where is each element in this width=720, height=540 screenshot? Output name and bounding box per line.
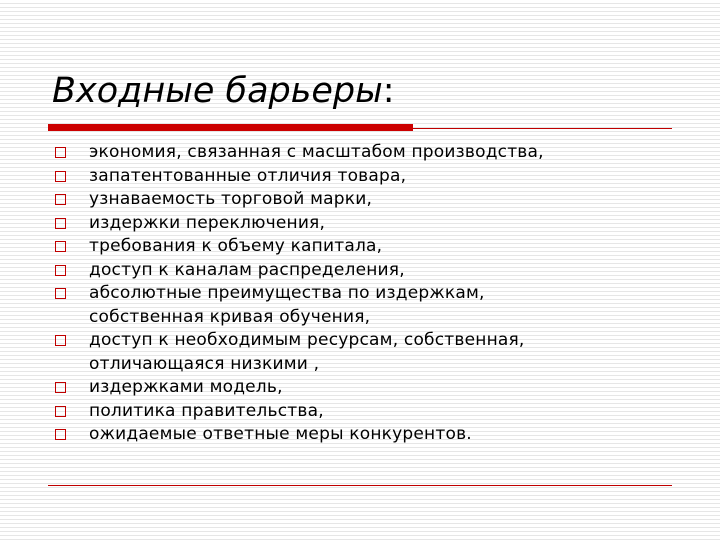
hollow-square-icon [55, 288, 66, 299]
list-item [52, 141, 692, 165]
list-item [52, 400, 692, 424]
list-item [52, 212, 692, 236]
list-item [52, 282, 692, 329]
barrier-list [52, 141, 692, 447]
hollow-square-icon [55, 429, 66, 440]
slide-title-text: Входные барьеры [52, 71, 383, 111]
list-item [52, 259, 692, 283]
slide-title-colon: : [382, 71, 395, 111]
hollow-square-icon [55, 265, 66, 276]
list-item-text: экономия, связанная с масштабом производства, [89, 142, 544, 162]
hollow-square-icon [55, 218, 66, 229]
list-item-text: узнаваемость торговой марки, [89, 189, 373, 209]
hollow-square-icon [55, 171, 66, 182]
list-item-text: запатентованные отличия товара, [89, 165, 407, 186]
list-item [52, 376, 692, 400]
slide-title [52, 72, 395, 111]
list-item-text: абсолютные преимущества по издержкам, собственная кривая обучения, [89, 283, 485, 327]
hollow-square-icon [55, 241, 66, 252]
list-item-text: требования к объему капитала, [89, 236, 383, 256]
title-accent-bar [48, 124, 413, 131]
list-item-text: политика правительства, [89, 400, 324, 421]
list-item [52, 235, 692, 259]
list-item-text: доступ к необходимым ресурсам, собственная, отличающаяся низкими , [89, 330, 525, 374]
footer-divider-line [48, 485, 672, 486]
hollow-square-icon [55, 382, 66, 393]
list-item-text: доступ к каналам распределения, [89, 259, 405, 280]
list-item-text: ожидаемые ответные меры конкурентов. [89, 424, 472, 444]
hollow-square-icon [55, 194, 66, 205]
hollow-square-icon [55, 147, 66, 158]
list-item [52, 188, 692, 212]
hollow-square-icon [55, 406, 66, 417]
list-item-text: издержки переключения, [89, 212, 326, 233]
list-item [52, 423, 692, 447]
hollow-square-icon [55, 335, 66, 346]
list-item [52, 329, 692, 376]
list-item [52, 165, 692, 189]
list-item-text: издержками модель, [89, 377, 283, 397]
